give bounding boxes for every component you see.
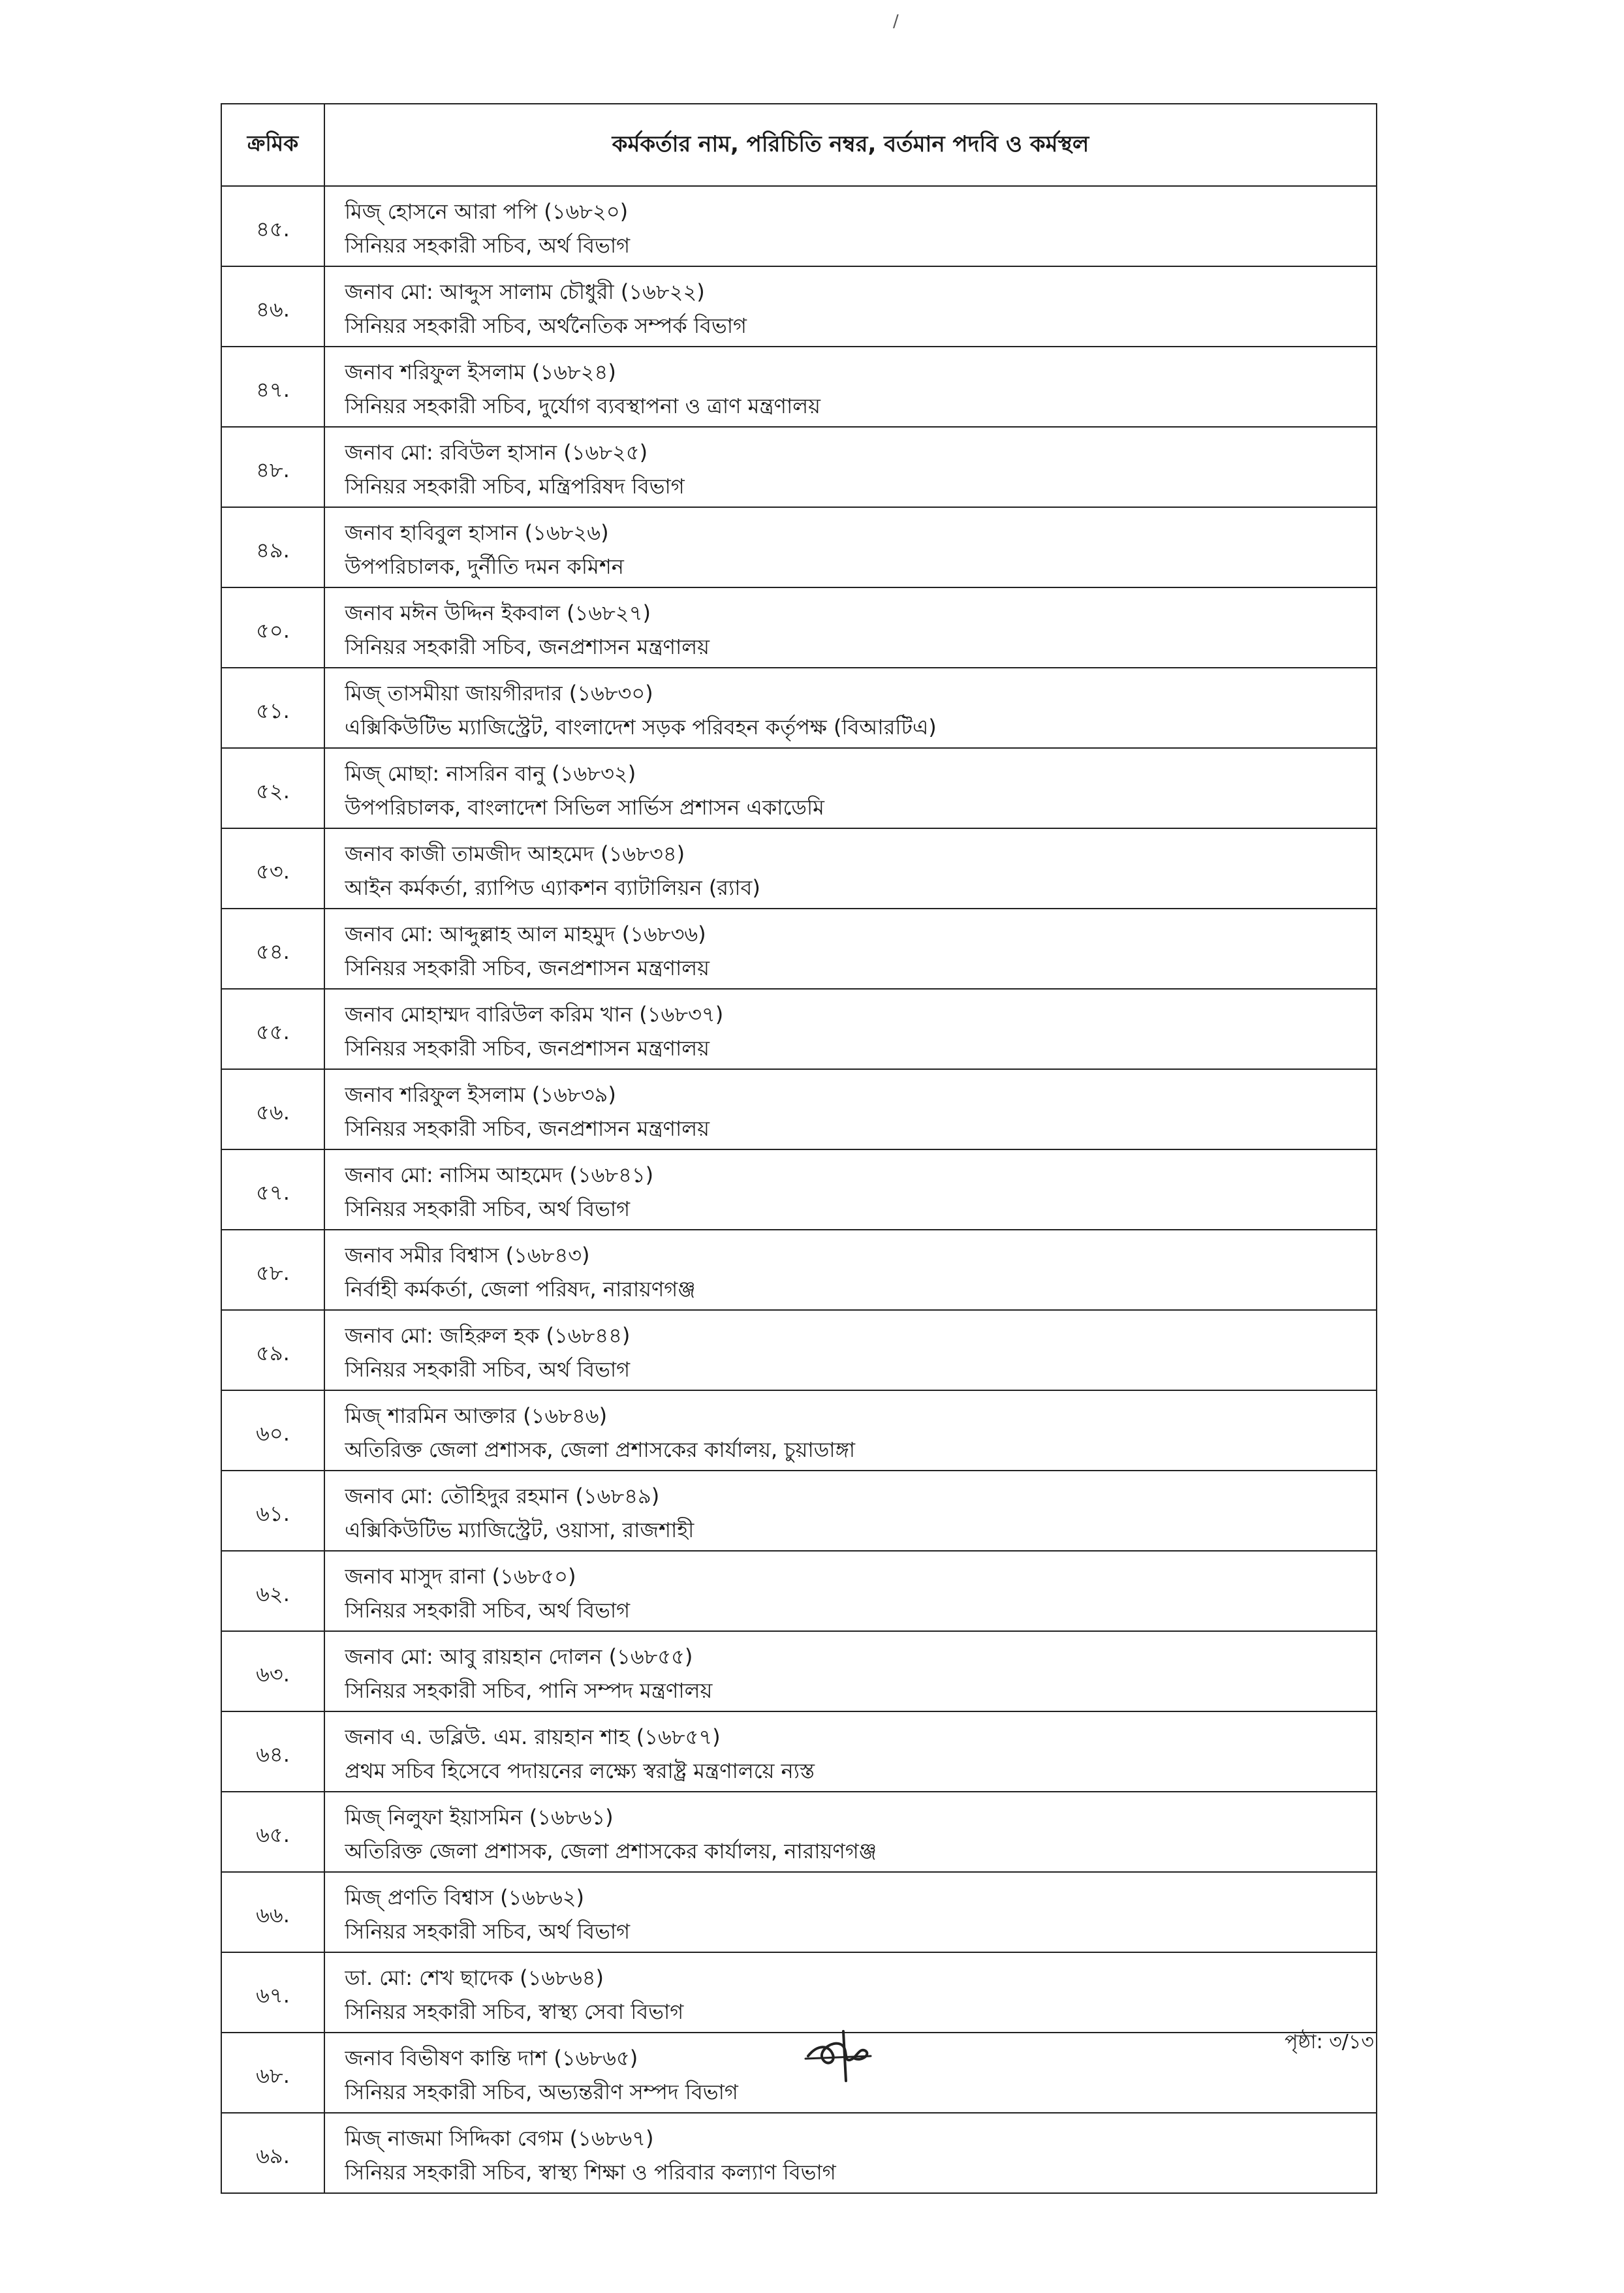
officer-name: মিজ্ প্রণতি বিশ্বাস (১৬৮৬২) xyxy=(345,1884,585,1910)
serial-column-header: ক্রমিক xyxy=(221,104,324,186)
serial-cell: ৪৬. xyxy=(221,266,324,347)
officer-name: জনাব শরিফুল ইসলাম (১৬৮৩৯) xyxy=(345,1082,616,1107)
table-row xyxy=(221,1310,1377,1390)
serial-cell: ৬৭. xyxy=(221,1952,324,2033)
table-row xyxy=(221,427,1377,507)
officer-post: নির্বাহী কর্মকর্তা, জেলা পরিষদ, নারায়ণগঞ্জ xyxy=(345,1276,696,1302)
table-row xyxy=(221,1792,1377,1872)
officer-name: ডা. মো: শেখ ছাদেক (১৬৮৬৪) xyxy=(345,1965,604,1990)
table-row xyxy=(221,587,1377,668)
table-row xyxy=(221,1631,1377,1711)
table-row xyxy=(221,1551,1377,1631)
officer-name: জনাব মো: আব্দুস সালাম চৌধুরী (১৬৮২২) xyxy=(345,279,705,304)
officer-post: সিনিয়র সহকারী সচিব, জনপ্রশাসন মন্ত্রণালয় xyxy=(345,955,710,980)
serial-cell: ৬৯. xyxy=(221,2113,324,2193)
detail-cell xyxy=(324,1711,1377,1792)
scan-mark: / xyxy=(893,12,899,31)
detail-cell xyxy=(324,1069,1377,1149)
serial-cell: ৫৩. xyxy=(221,828,324,909)
serial-cell: ৫৪. xyxy=(221,909,324,989)
officer-post: সিনিয়র সহকারী সচিব, অর্থ বিভাগ xyxy=(345,1356,631,1382)
serial-cell: ৬৬. xyxy=(221,1872,324,1952)
detail-cell xyxy=(324,587,1377,668)
table-row xyxy=(221,186,1377,266)
detail-cell xyxy=(324,668,1377,748)
detail-cell xyxy=(324,1551,1377,1631)
table-row xyxy=(221,1069,1377,1149)
detail-cell xyxy=(324,989,1377,1069)
detail-cell xyxy=(324,2113,1377,2193)
table-row xyxy=(221,748,1377,828)
officer-post: সিনিয়র সহকারী সচিব, জনপ্রশাসন মন্ত্রণালয় xyxy=(345,1035,710,1061)
officer-name: জনাব মো: তৌহিদুর রহমান (১৬৮৪৯) xyxy=(345,1483,660,1508)
officer-post: সিনিয়র সহকারী সচিব, অর্থনৈতিক সম্পর্ক বিভাগ xyxy=(345,313,747,338)
officer-name: জনাব বিভীষণ কান্তি দাশ (১৬৮৬৫) xyxy=(345,2045,638,2070)
officer-name: জনাব সমীর বিশ্বাস (১৬৮৪৩) xyxy=(345,1242,590,1268)
table-row xyxy=(221,1230,1377,1310)
officer-name: মিজ্ শারমিন আক্তার (১৬৮৪৬) xyxy=(345,1403,608,1428)
serial-cell: ৫১. xyxy=(221,668,324,748)
officer-post: সিনিয়র সহকারী সচিব, দুর্যোগ ব্যবস্থাপনা ও ত্রাণ মন্ত্রণালয় xyxy=(345,393,820,418)
page-number: পৃষ্ঠা: ৩/১৩ xyxy=(1285,2031,1374,2053)
officer-post: সিনিয়র সহকারী সচিব, স্বাস্থ্য শিক্ষা ও পরিবার কল্যাণ বিভাগ xyxy=(345,2159,836,2185)
officer-name: মিজ্ হোসনে আরা পপি (১৬৮২০) xyxy=(345,198,629,224)
table-row xyxy=(221,909,1377,989)
detail-cell xyxy=(324,828,1377,909)
table-row xyxy=(221,347,1377,427)
officer-post: প্রথম সচিব হিসেবে পদায়নের লক্ষ্যে স্বরাষ্ট্র মন্ত্রণালয়ে ন্যস্ত xyxy=(345,1758,815,1783)
table-row xyxy=(221,989,1377,1069)
officer-name: জনাব এ. ডব্লিউ. এম. রায়হান শাহ (১৬৮৫৭) xyxy=(345,1724,721,1749)
officer-name: মিজ্ তাসমীয়া জায়গীরদার (১৬৮৩০) xyxy=(345,680,653,706)
table-row xyxy=(221,828,1377,909)
signature-icon xyxy=(803,2018,875,2083)
serial-cell: ৬২. xyxy=(221,1551,324,1631)
table-row xyxy=(221,266,1377,347)
officer-name: মিজ্ মোছা: নাসরিন বানু (১৬৮৩২) xyxy=(345,760,636,786)
officer-post: অতিরিক্ত জেলা প্রশাসক, জেলা প্রশাসকের কার্যালয়, নারায়ণগঞ্জ xyxy=(345,1838,877,1864)
officer-name: জনাব মো: আব্দুল্লাহ আল মাহমুদ (১৬৮৩৬) xyxy=(345,921,706,946)
officer-post: সিনিয়র সহকারী সচিব, অর্থ বিভাগ xyxy=(345,1196,631,1221)
officer-name: জনাব শরিফুল ইসলাম (১৬৮২৪) xyxy=(345,359,616,384)
detail-cell xyxy=(324,1230,1377,1310)
officer-post: সিনিয়র সহকারী সচিব, মন্ত্রিপরিষদ বিভাগ xyxy=(345,473,685,499)
detail-cell xyxy=(324,748,1377,828)
serial-cell: ৫২. xyxy=(221,748,324,828)
officer-post: সিনিয়র সহকারী সচিব, জনপ্রশাসন মন্ত্রণালয় xyxy=(345,634,710,659)
serial-cell: ৫৭. xyxy=(221,1149,324,1230)
serial-cell: ৫৮. xyxy=(221,1230,324,1310)
serial-cell: ৪৭. xyxy=(221,347,324,427)
serial-cell: ৬৮. xyxy=(221,2033,324,2113)
officer-table xyxy=(221,103,1377,2194)
officer-post: এক্সিকিউটিভ ম্যাজিস্ট্রেট, বাংলাদেশ সড়ক পরিবহন কর্তৃপক্ষ (বিআরটিএ) xyxy=(345,714,937,740)
detail-cell xyxy=(324,1390,1377,1471)
table-row xyxy=(221,2033,1377,2113)
serial-cell: ৬৫. xyxy=(221,1792,324,1872)
officer-name: জনাব মো: জহিরুল হক (১৬৮৪৪) xyxy=(345,1322,631,1348)
officer-name: জনাব মো: আবু রায়হান দোলন (১৬৮৫৫) xyxy=(345,1644,693,1669)
officer-post: আইন কর্মকর্তা, র‍্যাপিড এ্যাকশন ব্যাটালিয়ন (র‍্যাব) xyxy=(345,875,760,900)
table-row xyxy=(221,1390,1377,1471)
detail-column-header: কর্মকর্তার নাম, পরিচিতি নম্বর, বর্তমান পদবি ও কর্মস্থল xyxy=(324,104,1377,186)
detail-cell xyxy=(324,1872,1377,1952)
officer-name: জনাব মাসুদ রানা (১৬৮৫০) xyxy=(345,1563,576,1589)
table-row xyxy=(221,2113,1377,2193)
officer-name: মিজ্ নাজমা সিদ্দিকা বেগম (১৬৮৬৭) xyxy=(345,2125,654,2151)
serial-cell: ৬৩. xyxy=(221,1631,324,1711)
table-row xyxy=(221,1711,1377,1792)
serial-cell: ৫৯. xyxy=(221,1310,324,1390)
detail-cell xyxy=(324,347,1377,427)
table-row xyxy=(221,1952,1377,2033)
officer-post: অতিরিক্ত জেলা প্রশাসক, জেলা প্রশাসকের কার্যালয়, চুয়াডাঙ্গা xyxy=(345,1437,856,1462)
officer-name: মিজ্ নিলুফা ইয়াসমিন (১৬৮৬১) xyxy=(345,1804,614,1830)
table-row xyxy=(221,668,1377,748)
officer-name: জনাব কাজী তামজীদ আহমেদ (১৬৮৩৪) xyxy=(345,841,685,866)
serial-cell: ৫৫. xyxy=(221,989,324,1069)
officer-post: সিনিয়র সহকারী সচিব, অভ্যন্তরীণ সম্পদ বিভাগ xyxy=(345,2079,738,2104)
table-row xyxy=(221,507,1377,587)
officer-post: সিনিয়র সহকারী সচিব, অর্থ বিভাগ xyxy=(345,1597,631,1623)
table-row xyxy=(221,1872,1377,1952)
officer-post: সিনিয়র সহকারী সচিব, অর্থ বিভাগ xyxy=(345,232,631,258)
table-body xyxy=(221,186,1377,2193)
serial-cell: ৫৬. xyxy=(221,1069,324,1149)
officer-post: সিনিয়র সহকারী সচিব, স্বাস্থ্য সেবা বিভাগ xyxy=(345,1999,684,2024)
detail-cell xyxy=(324,507,1377,587)
detail-cell xyxy=(324,266,1377,347)
serial-cell: ৫০. xyxy=(221,587,324,668)
serial-cell: ৪৫. xyxy=(221,186,324,266)
detail-cell xyxy=(324,1471,1377,1551)
detail-cell xyxy=(324,1310,1377,1390)
detail-cell xyxy=(324,186,1377,266)
officer-post: উপপরিচালক, দুর্নীতি দমন কমিশন xyxy=(345,554,624,579)
officer-name: জনাব হাবিবুল হাসান (১৬৮২৬) xyxy=(345,520,609,545)
officer-name: জনাব মো: নাসিম আহমেদ (১৬৮৪১) xyxy=(345,1162,654,1187)
table-row xyxy=(221,1149,1377,1230)
serial-cell: ৬১. xyxy=(221,1471,324,1551)
officer-post: সিনিয়র সহকারী সচিব, অর্থ বিভাগ xyxy=(345,1918,631,1944)
detail-cell xyxy=(324,1631,1377,1711)
officer-post: উপপরিচালক, বাংলাদেশ সিভিল সার্ভিস প্রশাসন একাডেমি xyxy=(345,794,824,820)
detail-cell xyxy=(324,909,1377,989)
serial-cell: ৪৮. xyxy=(221,427,324,507)
detail-cell xyxy=(324,1149,1377,1230)
detail-cell xyxy=(324,427,1377,507)
officer-name: জনাব মো: রবিউল হাসান (১৬৮২৫) xyxy=(345,439,648,465)
table-header-row xyxy=(221,104,1377,186)
officer-name: জনাব মঈন উদ্দিন ইকবাল (১৬৮২৭) xyxy=(345,600,651,625)
table-row xyxy=(221,1471,1377,1551)
serial-cell: ৪৯. xyxy=(221,507,324,587)
officer-name: জনাব মোহাম্মদ বারিউল করিম খান (১৬৮৩৭) xyxy=(345,1001,724,1027)
officer-post: সিনিয়র সহকারী সচিব, জনপ্রশাসন মন্ত্রণালয় xyxy=(345,1115,710,1141)
officer-post: সিনিয়র সহকারী সচিব, পানি সম্পদ মন্ত্রণালয় xyxy=(345,1677,713,1703)
detail-cell xyxy=(324,1792,1377,1872)
officer-table-wrapper xyxy=(221,103,1377,2194)
officer-post: এক্সিকিউটিভ ম্যাজিস্ট্রেট, ওয়াসা, রাজশাহী xyxy=(345,1517,695,1542)
serial-cell: ৬৪. xyxy=(221,1711,324,1792)
serial-cell: ৬০. xyxy=(221,1390,324,1471)
